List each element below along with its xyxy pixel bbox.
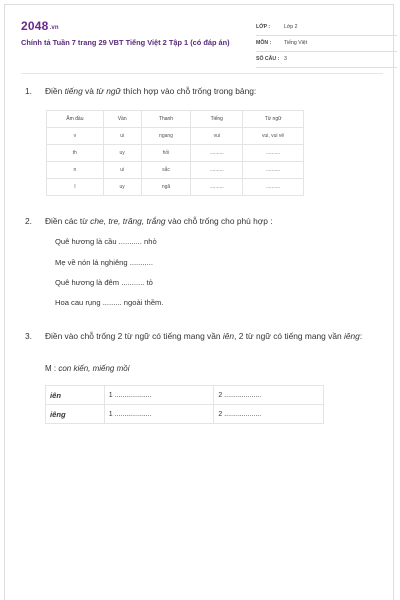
text-part: :	[359, 331, 363, 341]
question-number: 3.	[25, 331, 32, 341]
table-cell-blank: ..........	[191, 179, 243, 196]
rhyme-label: iêng	[46, 405, 105, 424]
fill-line: Hoa cau rụng ......... ngoài thềm.	[55, 298, 164, 307]
table-cell: ui	[103, 128, 141, 145]
meta-key: SỐ CÂU :	[256, 56, 280, 62]
table-cell-blank: ..........	[243, 162, 304, 179]
header-divider	[21, 73, 383, 74]
document-title: Chính tả Tuần 7 trang 29 VBT Tiếng Việt 2 Tập 1 (có đáp án)	[21, 38, 230, 47]
meta-row-class	[256, 22, 397, 36]
meta-value: 3	[284, 56, 287, 62]
document-page	[4, 4, 394, 600]
text-part: thích hợp vào chỗ trống trong bảng:	[120, 86, 257, 96]
table-cell-blank: 1 ...................	[104, 405, 214, 424]
table-row	[47, 179, 304, 196]
logo-text: 2048	[21, 19, 49, 33]
rhyme-label: iên	[46, 386, 105, 405]
table-cell: l	[47, 179, 104, 196]
column-header: Âm đầu	[47, 111, 104, 128]
syllable-table	[46, 110, 304, 196]
question-text	[45, 85, 256, 97]
table-row	[47, 128, 304, 145]
table-cell: th	[47, 145, 104, 162]
fill-line: Quê hương là đêm ........... tỏ	[55, 278, 153, 287]
text-part: và	[82, 86, 97, 96]
table-cell-blank: ..........	[243, 145, 304, 162]
column-header: Thanh	[141, 111, 191, 128]
table-cell: ui	[103, 162, 141, 179]
table-cell: vui	[191, 128, 243, 145]
rhyme-table	[45, 385, 324, 424]
table-cell-blank: ..........	[191, 162, 243, 179]
table-cell-blank: 1 ...................	[104, 386, 214, 405]
meta-value: Lớp 2	[284, 24, 298, 30]
fill-line: Mẹ về nón lá nghiêng ...........	[55, 258, 153, 267]
table-cell: vui, vui vẻ	[243, 128, 304, 145]
table-row	[47, 162, 304, 179]
table-cell: n	[47, 162, 104, 179]
table-cell-blank: 2 ...................	[214, 386, 324, 405]
example-text: con kiến, miếng mồi	[58, 364, 130, 373]
text-part: Điền vào chỗ trống 2 từ ngữ có tiếng mang vần	[45, 331, 223, 341]
table-cell: sắc	[141, 162, 191, 179]
table-cell: ngang	[141, 128, 191, 145]
text-emphasis: iêng	[344, 331, 360, 341]
text-part: Điền các từ	[45, 216, 91, 226]
table-header-row	[47, 111, 304, 128]
column-header: Tiếng	[191, 111, 243, 128]
table-row	[47, 145, 304, 162]
column-header: Vần	[103, 111, 141, 128]
text-part: , 2 từ ngữ có tiếng mang vần	[234, 331, 344, 341]
text-emphasis: che, tre, trăng, trắng	[90, 216, 166, 226]
table-cell: uy	[103, 145, 141, 162]
question-text	[45, 215, 273, 227]
question-number: 1.	[25, 86, 32, 96]
meta-key: MÔN :	[256, 40, 272, 46]
document-header	[21, 17, 387, 65]
table-cell: uy	[103, 179, 141, 196]
text-part: Điền	[45, 86, 65, 96]
site-logo[interactable]	[21, 19, 59, 33]
meta-value: Tiếng Việt	[284, 40, 308, 46]
table-row	[46, 405, 324, 424]
question-2	[25, 215, 385, 229]
meta-key: LỚP :	[256, 24, 271, 30]
fill-line: Quê hương là cầu ........... nhỏ	[55, 237, 157, 246]
meta-row-count	[256, 54, 397, 68]
meta-row-subject	[256, 38, 397, 52]
question-3	[25, 330, 385, 358]
table-cell-blank: ..........	[191, 145, 243, 162]
table-cell: v	[47, 128, 104, 145]
question-text	[45, 330, 383, 342]
table-cell-blank: 2 ...................	[214, 405, 324, 424]
example-prefix: M :	[45, 364, 59, 373]
table-cell: ngã	[141, 179, 191, 196]
text-emphasis: iên	[222, 331, 235, 341]
table-cell-blank: ..........	[243, 179, 304, 196]
table-row	[46, 386, 324, 405]
table-cell: hỏi	[141, 145, 191, 162]
text-emphasis: từ ngữ	[96, 86, 121, 96]
meta-info	[256, 22, 397, 70]
question-number: 2.	[25, 216, 32, 226]
column-header: Từ ngữ	[243, 111, 304, 128]
example-line	[45, 364, 130, 373]
question-1	[25, 85, 385, 99]
text-part: vào chỗ trống cho phù hợp :	[165, 216, 273, 226]
logo-suffix: .vn	[49, 25, 59, 31]
text-emphasis: tiếng	[64, 86, 83, 96]
